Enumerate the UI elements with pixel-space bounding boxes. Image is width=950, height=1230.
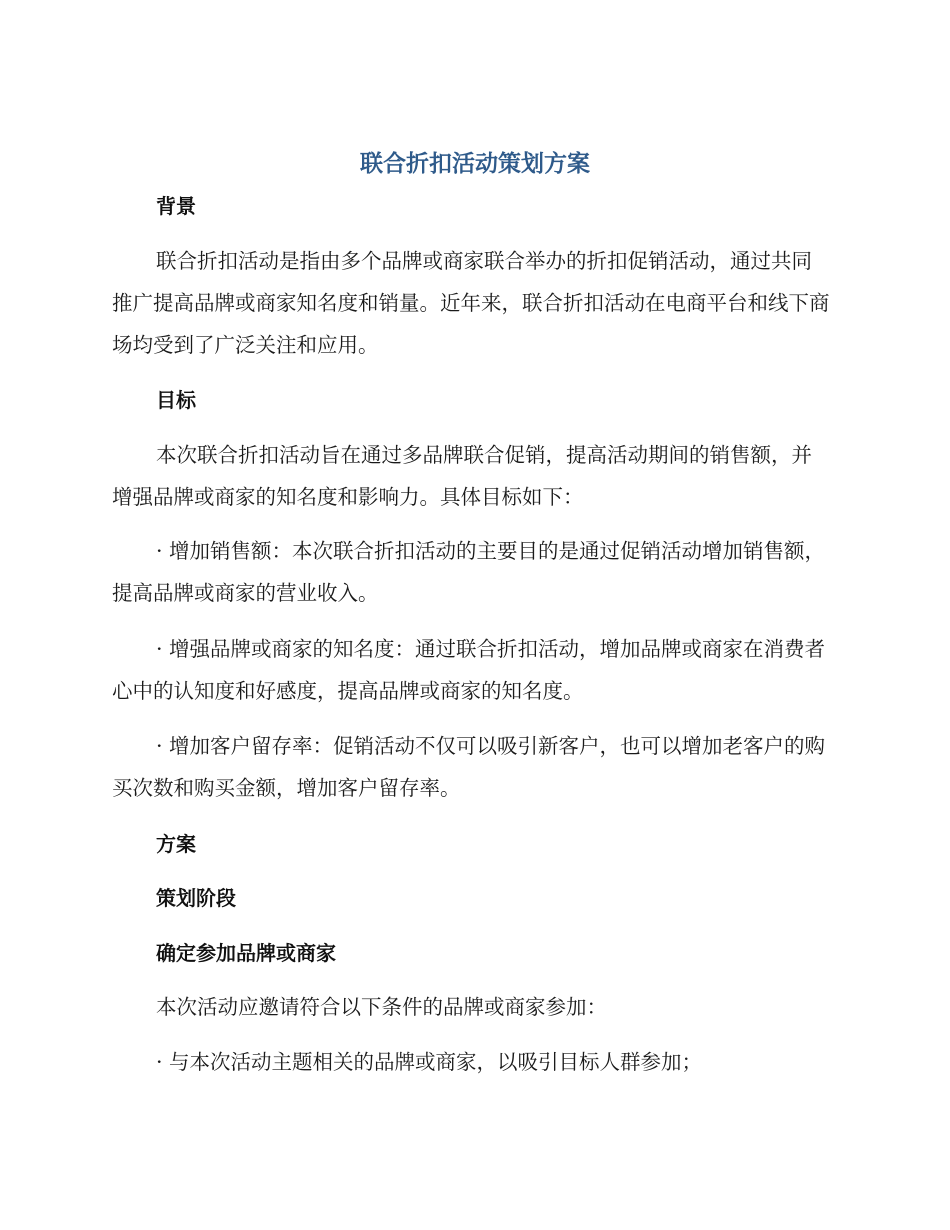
document-title: 联合折扣活动策划方案 bbox=[360, 151, 590, 177]
goal-bullet-sales: · 增加销售额：本次联合折扣活动的主要目的是通过促销活动增加销售额，提高品牌或商家的营业收入。 bbox=[112, 539, 826, 605]
plan-paragraph: 本次活动应邀请符合以下条件的品牌或商家参加： bbox=[156, 995, 607, 1019]
goal-bullet-retention: · 增加客户留存率：促销活动不仅可以吸引新客户，也可以增加老客户的购买次数和购买金额，增加客户留存率。 bbox=[112, 734, 826, 800]
plan-bullet-related-brands: · 与本次活动主题相关的品牌或商家，以吸引目标人群参加； bbox=[156, 1050, 703, 1074]
background-paragraph: 联合折扣活动是指由多个品牌或商家联合举办的折扣促销活动，通过共同推广提高品牌或商家知名度和销量。近年来，联合折扣活动在电商平台和线下商场均受到了广泛关注和应用。 bbox=[112, 249, 830, 357]
heading-background: 背景 bbox=[156, 194, 196, 218]
goal-bullet-awareness: · 增强品牌或商家的知名度：通过联合折扣活动，增加品牌或商家在消费者心中的认知度和好感度，提高品牌或商家的知名度。 bbox=[112, 637, 826, 703]
heading-goals: 目标 bbox=[156, 388, 196, 412]
heading-select-brands: 确定参加品牌或商家 bbox=[156, 941, 336, 965]
heading-planning-phase: 策划阶段 bbox=[156, 886, 236, 910]
goals-paragraph: 本次联合折扣活动旨在通过多品牌联合促销，提高活动期间的销售额，并增强品牌或商家的知名度和影响力。具体目标如下： bbox=[112, 443, 812, 509]
heading-plan: 方案 bbox=[156, 832, 196, 856]
